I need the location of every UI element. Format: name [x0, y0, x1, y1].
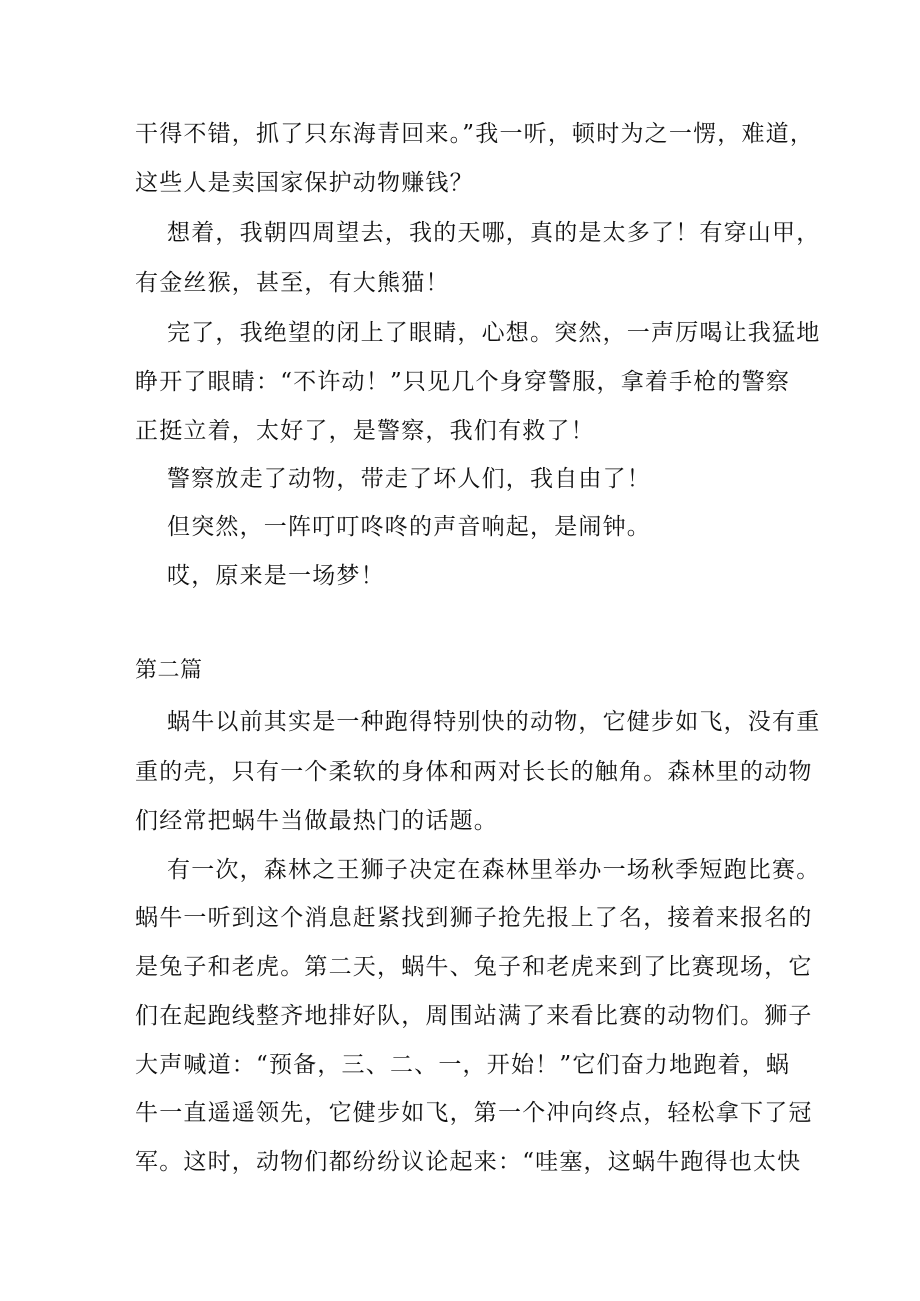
text-line: 重的壳，只有一个柔软的身体和两对长长的触角。森林里的动物	[135, 759, 813, 785]
text-line: 这些人是卖国家保护动物赚钱？	[135, 170, 474, 196]
text-line: 想着，我朝四周望去，我的天哪，真的是太多了！有穿山甲，	[167, 220, 821, 246]
text-line: 警察放走了动物，带走了坏人们，我自由了！	[167, 466, 651, 492]
text-line: 哎，原来是一场梦！	[167, 563, 385, 589]
text-line: 们在起跑线整齐地排好队，周围站满了来看比赛的动物们。狮子	[135, 1003, 813, 1029]
text-line: 大声喊道：“预备，三、二、一，开始！”它们奋力地跑着，蜗	[135, 1052, 791, 1078]
text-line: 蜗牛一听到这个消息赶紧找到狮子抢先报上了名，接着来报名的	[135, 905, 813, 931]
text-line: 有一次，森林之王狮子决定在森林里举办一场秋季短跑比赛。	[167, 857, 821, 883]
text-line: 蜗牛以前其实是一种跑得特别快的动物，它健步如飞，没有重	[167, 709, 821, 735]
text-line: 正挺立着，太好了，是警察，我们有救了！	[135, 418, 595, 444]
text-line: 们经常把蜗牛当做最热门的话题。	[135, 808, 498, 834]
text-line: 干得不错，抓了只东海青回来。”我一听，顿时为之一愣，难道，	[135, 121, 815, 147]
text-line: 完了，我绝望的闭上了眼睛，心想。突然，一声厉喝让我猛地	[167, 320, 821, 346]
text-line: 是兔子和老虎。第二天，蜗牛、兔子和老虎来到了比赛现场，它	[135, 954, 813, 980]
text-line: 睁开了眼睛：“不许动！”只见几个身穿警服，拿着手枪的警察	[135, 369, 791, 395]
text-line: 但突然，一阵叮叮咚咚的声音响起，是闹钟。	[167, 514, 651, 540]
section-heading: 第二篇	[135, 658, 203, 683]
text-line: 军。这时，动物们都纷纷议论起来：“哇塞，这蜗牛跑得也太快	[135, 1149, 802, 1175]
text-line: 有金丝猴，甚至，有大熊猫！	[135, 270, 450, 296]
text-line: 牛一直遥遥领先，它健步如飞，第一个冲向终点，轻松拿下了冠	[135, 1100, 813, 1126]
